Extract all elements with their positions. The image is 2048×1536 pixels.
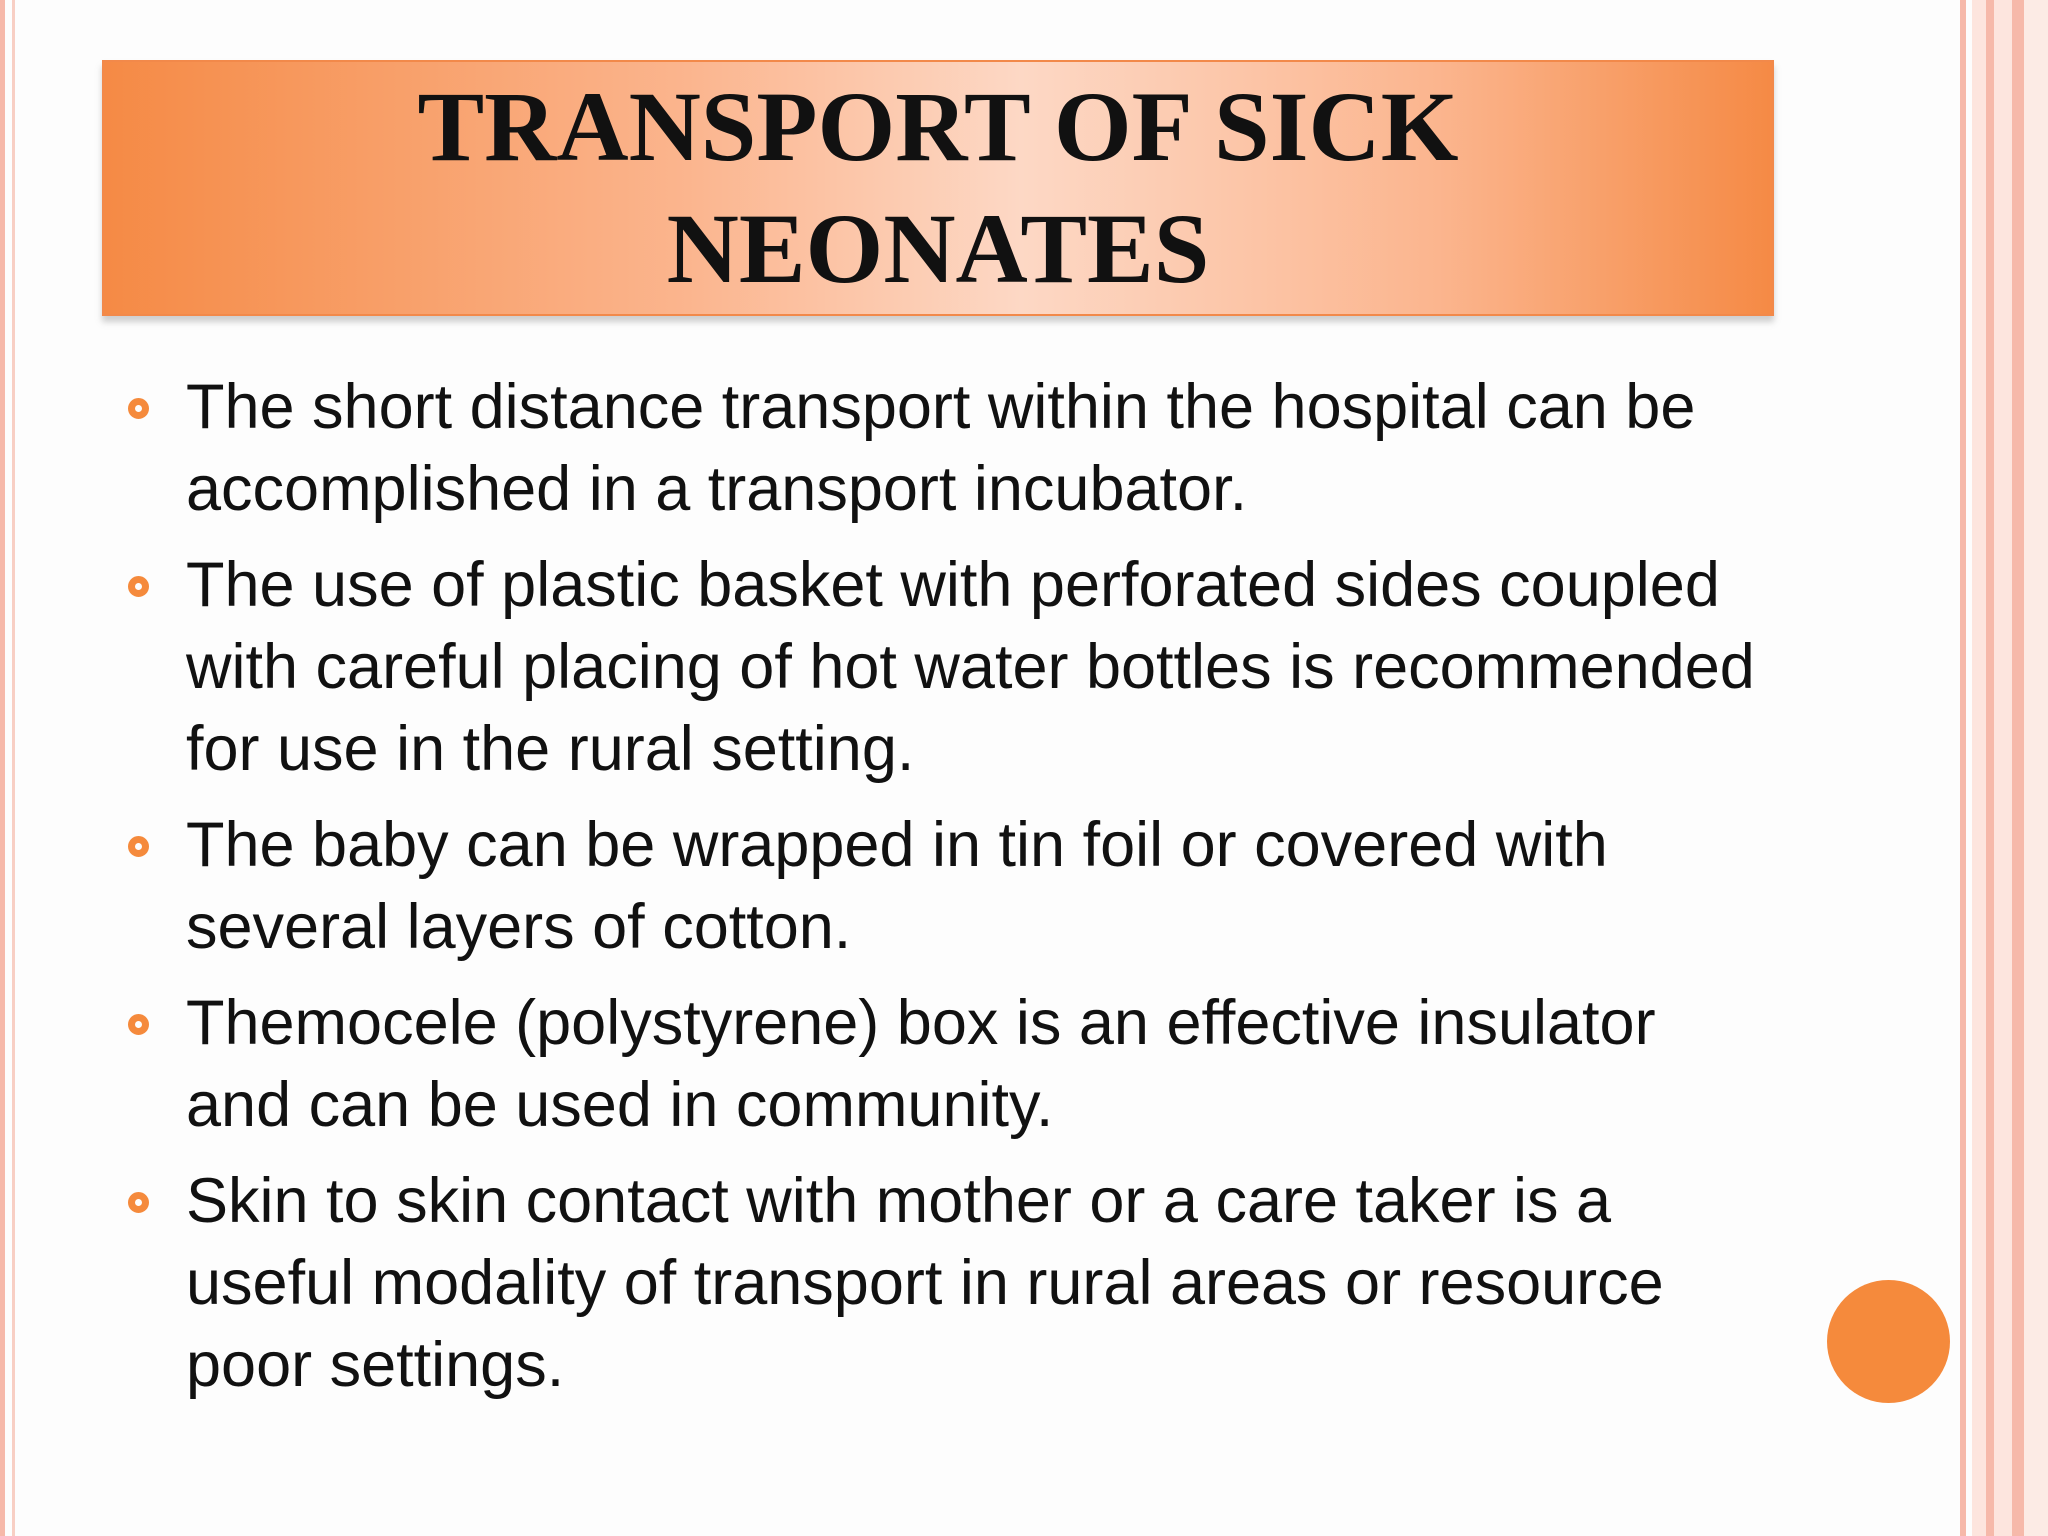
- right-stripe: [1986, 0, 1994, 1536]
- left-border-line-inner: [12, 0, 15, 1536]
- left-border-line: [0, 0, 5, 1536]
- orange-circle-decoration: [1827, 1280, 1950, 1403]
- bullet-item: [128, 982, 1768, 1146]
- ring-bullet-icon: [128, 1014, 149, 1035]
- ring-bullet-icon: [128, 398, 149, 419]
- bullet-item: [128, 544, 1768, 790]
- ring-bullet-icon: [128, 836, 149, 857]
- bullet-item: [128, 366, 1768, 530]
- bullet-text: Skin to skin contact with mother or a care taker is a useful modality of transport in rural areas or resource poor settings.: [186, 1166, 1664, 1400]
- slide-title: TRANSPORT OF SICK NEONATES: [417, 71, 1459, 304]
- bullet-text: The baby can be wrapped in tin foil or covered with several layers of cotton.: [186, 810, 1608, 962]
- bullet-list: [128, 366, 1768, 1420]
- right-stripe: [2012, 0, 2024, 1536]
- bullet-item: [128, 1160, 1768, 1406]
- bullet-text: The use of plastic basket with perforated sides coupled with careful placing of hot water bottles is recommended for use in the rural setting.: [186, 550, 1755, 784]
- right-stripe: [1994, 0, 2012, 1536]
- right-stripe: [1972, 0, 1986, 1536]
- ring-bullet-icon: [128, 576, 149, 597]
- ring-bullet-icon: [128, 1192, 149, 1213]
- bullet-text: Themocele (polystyrene) box is an effective insulator and can be used in community.: [186, 988, 1656, 1140]
- title-banner: [102, 60, 1774, 316]
- right-stripe: [2024, 0, 2048, 1536]
- right-stripe: [1960, 0, 1966, 1536]
- bullet-text: The short distance transport within the hospital can be accomplished in a transport incubator.: [186, 372, 1696, 524]
- bullet-item: [128, 804, 1768, 968]
